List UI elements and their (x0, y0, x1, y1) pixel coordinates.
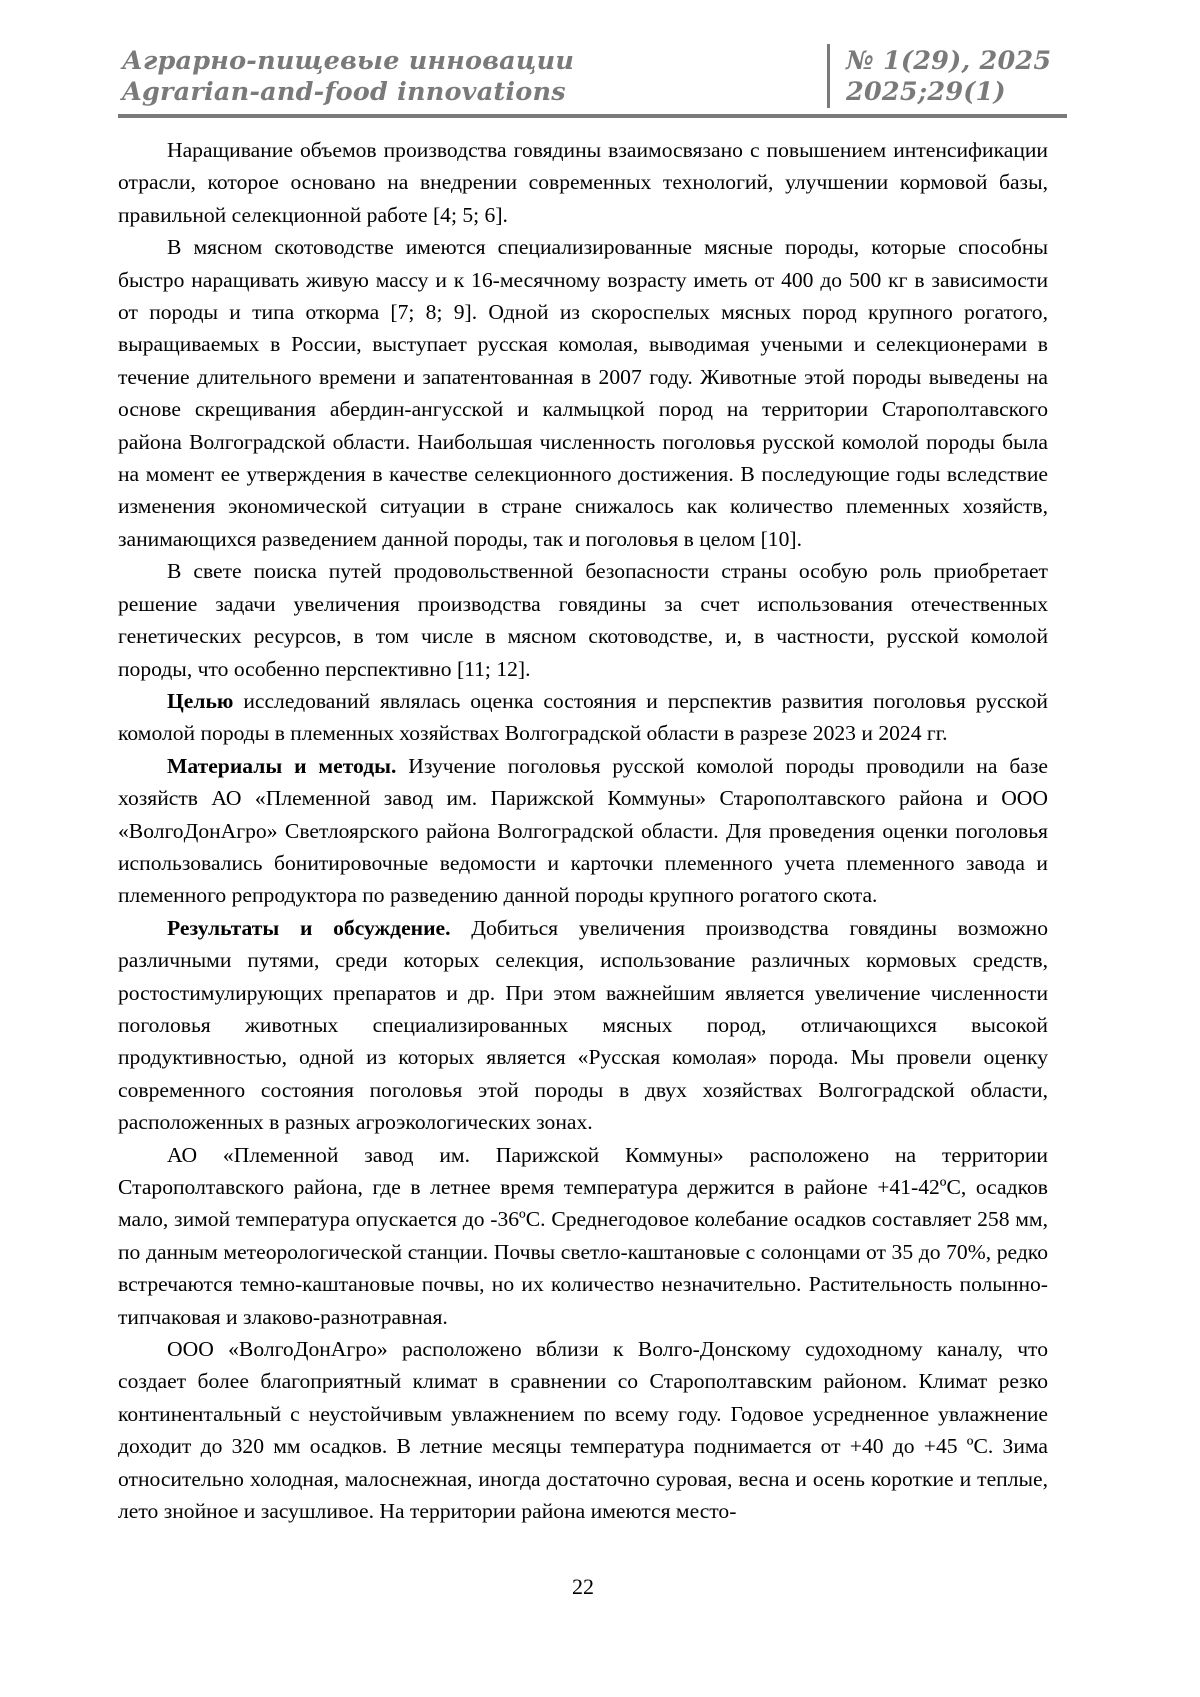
paragraph-text: исследований являлась оценка состояния и перспектив развития поголовья русской комолой породы в племенных хозяйствах Волгоградской области в разрезе 2023 и 2024 гг. (118, 688, 1048, 746)
issue-number: № 1(29), 2025 (846, 46, 1052, 76)
paragraph-text: АО «Племенной завод им. Парижской Коммуны» расположено на территории Старополтавского района, где в летнее время температура держится в районе +41-42ºС, осадков мало, зимой температура опускается до -36ºС. Среднегодовое колебание осадков составляет 258 мм, по данным метеорологической станции. Почвы светло-каштановые с солонцами от 35 до 70%, редко встречаются темно-каштановые почвы, но их количество незначительно. Растительность полынно-типчаковая и злаково-разнотравная. (118, 1142, 1048, 1329)
issue-citation: 2025;29(1) (846, 77, 1006, 107)
paragraph (118, 231, 1048, 555)
article-body (118, 134, 1048, 1527)
paragraph (118, 134, 1048, 231)
paragraph (118, 750, 1048, 912)
journal-title-block (118, 44, 827, 108)
paragraph (118, 1333, 1048, 1527)
paragraph (118, 912, 1048, 1139)
paragraph-text: В свете поиска путей продовольственной безопасности страны особую роль приобретает решение задачи увеличения производства говядины за счет использования отечественных генетических ресурсов, в том числе в мясном скотоводстве, и, в частности, русской комолой породы, что особенно перспективно [11; 12]. (118, 559, 1048, 681)
running-head (118, 44, 1067, 118)
paragraph-text: ООО «ВолгоДонАгро» расположено вблизи к Волго-Донскому судоходному каналу, что создает более благоприятный климат в сравнении со Старополтавским районом. Климат резко континентальный с неустойчивым увлажнением по всему году. Годовое усредненное увлажнение доходит до 320 мм осадков. В летние месяцы температура поднимается от +40 до +45 ºС. Зима относительно холодная, малоснежная, иногда достаточно суровая, весна и осень короткие и теплые, лето знойное и засушливое. На территории района имеются место- (118, 1337, 1048, 1524)
journal-title-en: Agrarian-and-food innovations (122, 77, 566, 107)
paragraph-text: В мясном скотоводстве имеются специализированные мясные породы, которые способны быстро наращивать живую массу и к 16-месячному возрасту иметь от 400 до 500 кг в зависимости от породы и типа откорма [7; 8; 9]. Одной из скороспелых мясных пород крупного рогатого, выращиваемых в России, выступает русская комолая, выводимая учеными и селекционерами в течение длительного времени и запатентованная в 2007 году. Животные этой породы выведены на основе скрещивания абердин-ангусской и калмыцкой пород на территории Старополтавского района Волгоградской области. Наибольшая численность поголовья русской комолой породы была на момент ее утверждения в качестве селекционного достижения. В последующие годы вследствие изменения экономической ситуации в стране снижалось как количество племенных хозяйств, занимающихся разведением данной породы, так и поголовья в целом [10]. (118, 235, 1048, 551)
page-number: 22 (572, 1574, 594, 1599)
paragraph-lead: Результаты и обсуждение. (167, 915, 451, 940)
paragraph-text: Наращивание объемов производства говядины взаимосвязано с повышением интенсификации отрасли, которое основано на внедрении современных технологий, улучшении кормовой базы, правильной селекционной работе [4; 5; 6]. (118, 138, 1048, 227)
paragraph-lead: Материалы и методы. (167, 753, 397, 778)
paragraph (118, 685, 1048, 750)
paragraph-text: Добиться увеличения производства говядины возможно различными путями, среди которых селекция, использование различных кормовых средств, ростостимулирующих препаратов и др. При этом важнейшим является увеличение численности поголовья животных специализированных мясных пород, отличающихся высокой продуктивностью, одной из которых является «Русская комолая» порода. Мы провели оценку современного состояния поголовья этой породы в двух хозяйствах Волгоградской области, расположенных в разных агроэкологических зонах. (118, 915, 1048, 1135)
paragraph (118, 1139, 1048, 1333)
paragraph-lead: Целью (167, 688, 234, 713)
paragraph-text: Изучение поголовья русской комолой породы проводили на базе хозяйств АО «Племенной завод им. Парижской Коммуны» Старополтавского района и ООО «ВолгоДонАгро» Светлоярского района Волгоградской области. Для проведения оценки поголовья использовались бонитировочные ведомости и карточки племенного учета племенного завода и племенного репродуктора по разведению данной породы крупного рогатого скота. (118, 753, 1048, 908)
paragraph (118, 555, 1048, 685)
journal-title-ru: Аграрно-пищевые инновации (122, 46, 575, 76)
issue-info-block (827, 44, 1067, 108)
